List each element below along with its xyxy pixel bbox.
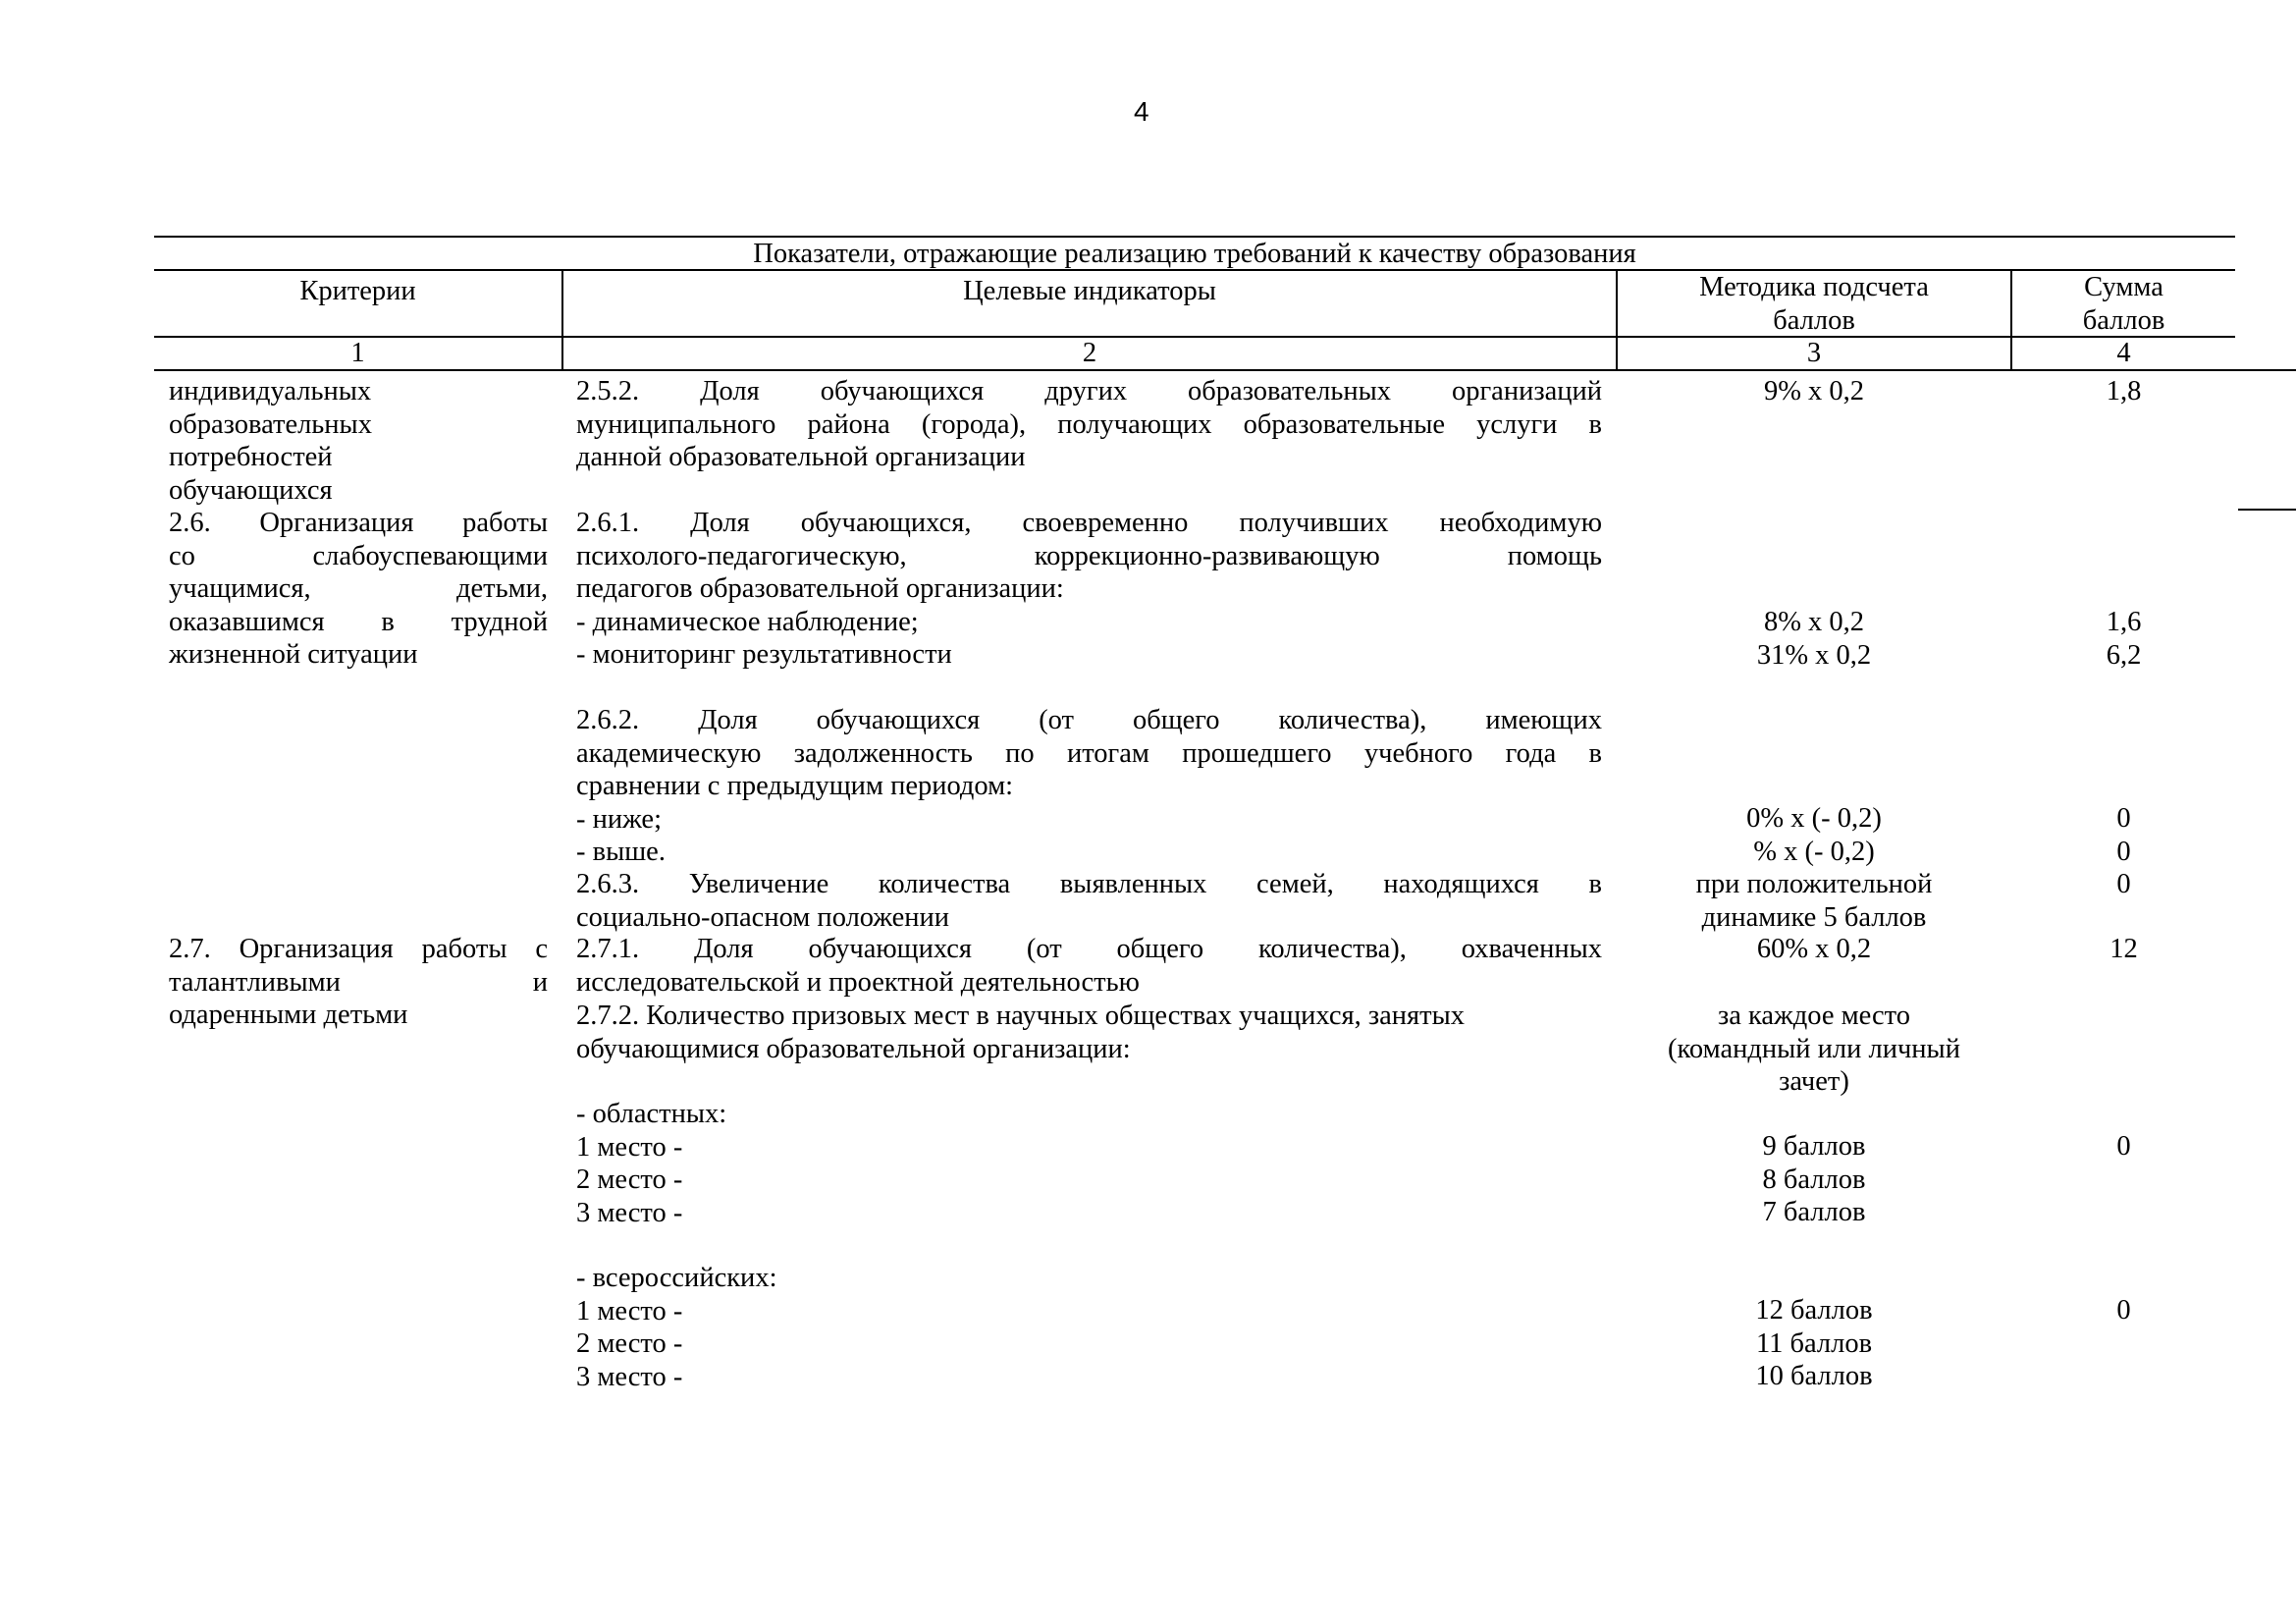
indicator-2-6-1 xyxy=(576,507,1602,672)
indicator-2-6-2 xyxy=(576,704,1602,869)
criterion-line: жизненной ситуации xyxy=(169,639,418,670)
column-number-4: 4 xyxy=(2116,338,2131,368)
criterion-line: оказавшимся в трудной xyxy=(169,606,548,637)
indicator-place: 2 место - xyxy=(576,1164,683,1195)
indicator-regional-label: - областных: xyxy=(576,1099,727,1129)
method-regional-points xyxy=(1618,1130,2010,1229)
indicator-item: - динамическое наблюдение; xyxy=(576,606,919,637)
criterion-line: образовательных xyxy=(169,408,372,440)
column-number-1: 1 xyxy=(350,338,365,368)
indicator-2-5-2 xyxy=(576,375,1602,474)
section-title: Показатели, отражающие реализацию требований к качеству образования xyxy=(753,239,1636,269)
method-value: (командный или личный xyxy=(1668,1033,1960,1064)
criterion-line: индивидуальных xyxy=(169,376,372,406)
header-sum-line1: Сумма xyxy=(2084,272,2163,302)
method-value: % х (- 0,2) xyxy=(1753,836,1875,867)
sum-2-5-2: 1,8 xyxy=(2106,376,2142,406)
indicator-national xyxy=(576,1262,1602,1393)
criterion-line: талантливыми и xyxy=(169,966,548,998)
method-points: 9 баллов xyxy=(1762,1131,1866,1162)
method-2-6-3 xyxy=(1618,868,2010,934)
indicator-item: - выше. xyxy=(576,837,666,867)
indicator-line: 2.5.2. Доля обучающихся других образовательных организаций xyxy=(576,376,1602,406)
method-points: 10 баллов xyxy=(1755,1361,1873,1391)
sum-value: 0 xyxy=(2116,836,2131,867)
sum-2-6-2 xyxy=(2012,802,2235,868)
indicator-2-7-1 xyxy=(576,933,1602,999)
indicator-line: 2.6.3. Увеличение количества выявленных семей, находящихся в xyxy=(576,869,1602,899)
method-value: 31% х 0,2 xyxy=(1756,639,1872,671)
method-2-6-2 xyxy=(1618,802,2010,868)
indicator-item: - ниже; xyxy=(576,803,663,835)
indicator-place: 1 место - xyxy=(576,1131,683,1163)
sum-2-6-1 xyxy=(2012,606,2235,672)
indicator-line: муниципального района (города), получающих образовательные услуги в xyxy=(576,408,1602,440)
criterion-2-5-continued xyxy=(169,375,548,507)
criterion-line: потребностей xyxy=(169,442,333,472)
indicator-2-6-3 xyxy=(576,868,1602,934)
method-points: 8 баллов xyxy=(1762,1164,1866,1195)
indicator-place: 2 место - xyxy=(576,1328,683,1359)
method-2-6-1 xyxy=(1618,606,2010,672)
indicator-place: 3 место - xyxy=(576,1197,683,1228)
column-number-3: 3 xyxy=(1806,338,1822,368)
indicator-place: 3 место - xyxy=(576,1361,683,1392)
sum-value: 1,6 xyxy=(2106,607,2142,637)
criterion-line: обучающихся xyxy=(169,474,333,506)
column-number-2: 2 xyxy=(1082,338,1097,368)
indicator-line: 2.7.1. Доля обучающихся (от общего количества), охваченных xyxy=(576,934,1602,964)
indicator-line: социально-опасном положении xyxy=(576,901,950,933)
sum-2-6-3: 0 xyxy=(2116,869,2131,899)
indicator-line: исследовательской и проектной деятельностью xyxy=(576,966,1140,998)
page-number: 4 xyxy=(1134,96,1149,127)
header-sum-line2: баллов xyxy=(2082,304,2165,336)
indicator-item: - мониторинг результативности xyxy=(576,639,952,670)
indicator-line: 2.6.2. Доля обучающихся (от общего количества), имеющих xyxy=(576,705,1602,735)
margin-mark xyxy=(2238,509,2296,511)
header-method-line2: баллов xyxy=(1773,304,1855,336)
method-2-7-2 xyxy=(1618,1000,2010,1099)
indicator-line: психолого-педагогическую, коррекционно-развивающую помощь xyxy=(576,540,1602,571)
criterion-line: 2.6. Организация работы xyxy=(169,508,548,538)
indicator-line: обучающимися образовательной организации: xyxy=(576,1033,1131,1064)
sum-2-7-1: 12 xyxy=(2109,934,2138,964)
sum-value: 6,2 xyxy=(2106,639,2142,671)
method-national-points xyxy=(1618,1294,2010,1393)
criterion-line: одаренными детьми xyxy=(169,1000,408,1030)
criterion-2-6 xyxy=(169,507,548,672)
header-sum xyxy=(2012,271,2235,337)
indicator-national-label: - всероссийских: xyxy=(576,1263,777,1293)
indicator-2-7-2 xyxy=(576,1000,1602,1065)
criterion-line: учащимися, детьми, xyxy=(169,573,548,604)
indicator-line: педагогов образовательной организации: xyxy=(576,573,1064,604)
indicator-line: 2.6.1. Доля обучающихся, своевременно получивших необходимую xyxy=(576,508,1602,538)
method-value: за каждое место xyxy=(1717,1001,1911,1031)
sum-value: 0 xyxy=(2116,803,2131,834)
method-value: динамике 5 баллов xyxy=(1701,901,1927,933)
method-2-7-1: 60% х 0,2 xyxy=(1756,934,1872,964)
method-value: зачет) xyxy=(1779,1066,1849,1097)
header-method xyxy=(1618,271,2010,337)
sum-2-7-2-regional: 0 xyxy=(2116,1131,2131,1162)
criterion-2-7 xyxy=(169,933,548,1032)
header-criteria: Критерии xyxy=(299,276,416,306)
indicator-line: сравнении с предыдущим периодом: xyxy=(576,771,1014,801)
sum-2-7-2-national: 0 xyxy=(2116,1295,2131,1326)
indicator-line: академическую задолженность по итогам прошедшего учебного года в xyxy=(576,737,1602,769)
criterion-line: 2.7. Организация работы с xyxy=(169,934,548,964)
indicator-line: 2.7.2. Количество призовых мест в научных обществах учащихся, занятых xyxy=(576,1001,1465,1031)
method-points: 12 баллов xyxy=(1755,1295,1873,1326)
method-points: 7 баллов xyxy=(1762,1197,1866,1227)
method-value: 8% х 0,2 xyxy=(1763,607,1865,637)
indicator-place: 1 место - xyxy=(576,1295,683,1326)
method-value: при положительной xyxy=(1695,869,1933,899)
method-2-5-2: 9% х 0,2 xyxy=(1763,376,1865,406)
indicator-line: данной образовательной организации xyxy=(576,442,1026,472)
method-points: 11 баллов xyxy=(1755,1327,1873,1359)
criterion-line: со слабоуспевающими xyxy=(169,540,548,571)
method-value: 0% х (- 0,2) xyxy=(1746,803,1882,834)
header-method-line1: Методика подсчета xyxy=(1699,272,1929,302)
header-indicators: Целевые индикаторы xyxy=(963,276,1216,306)
indicator-regional xyxy=(576,1098,1602,1229)
